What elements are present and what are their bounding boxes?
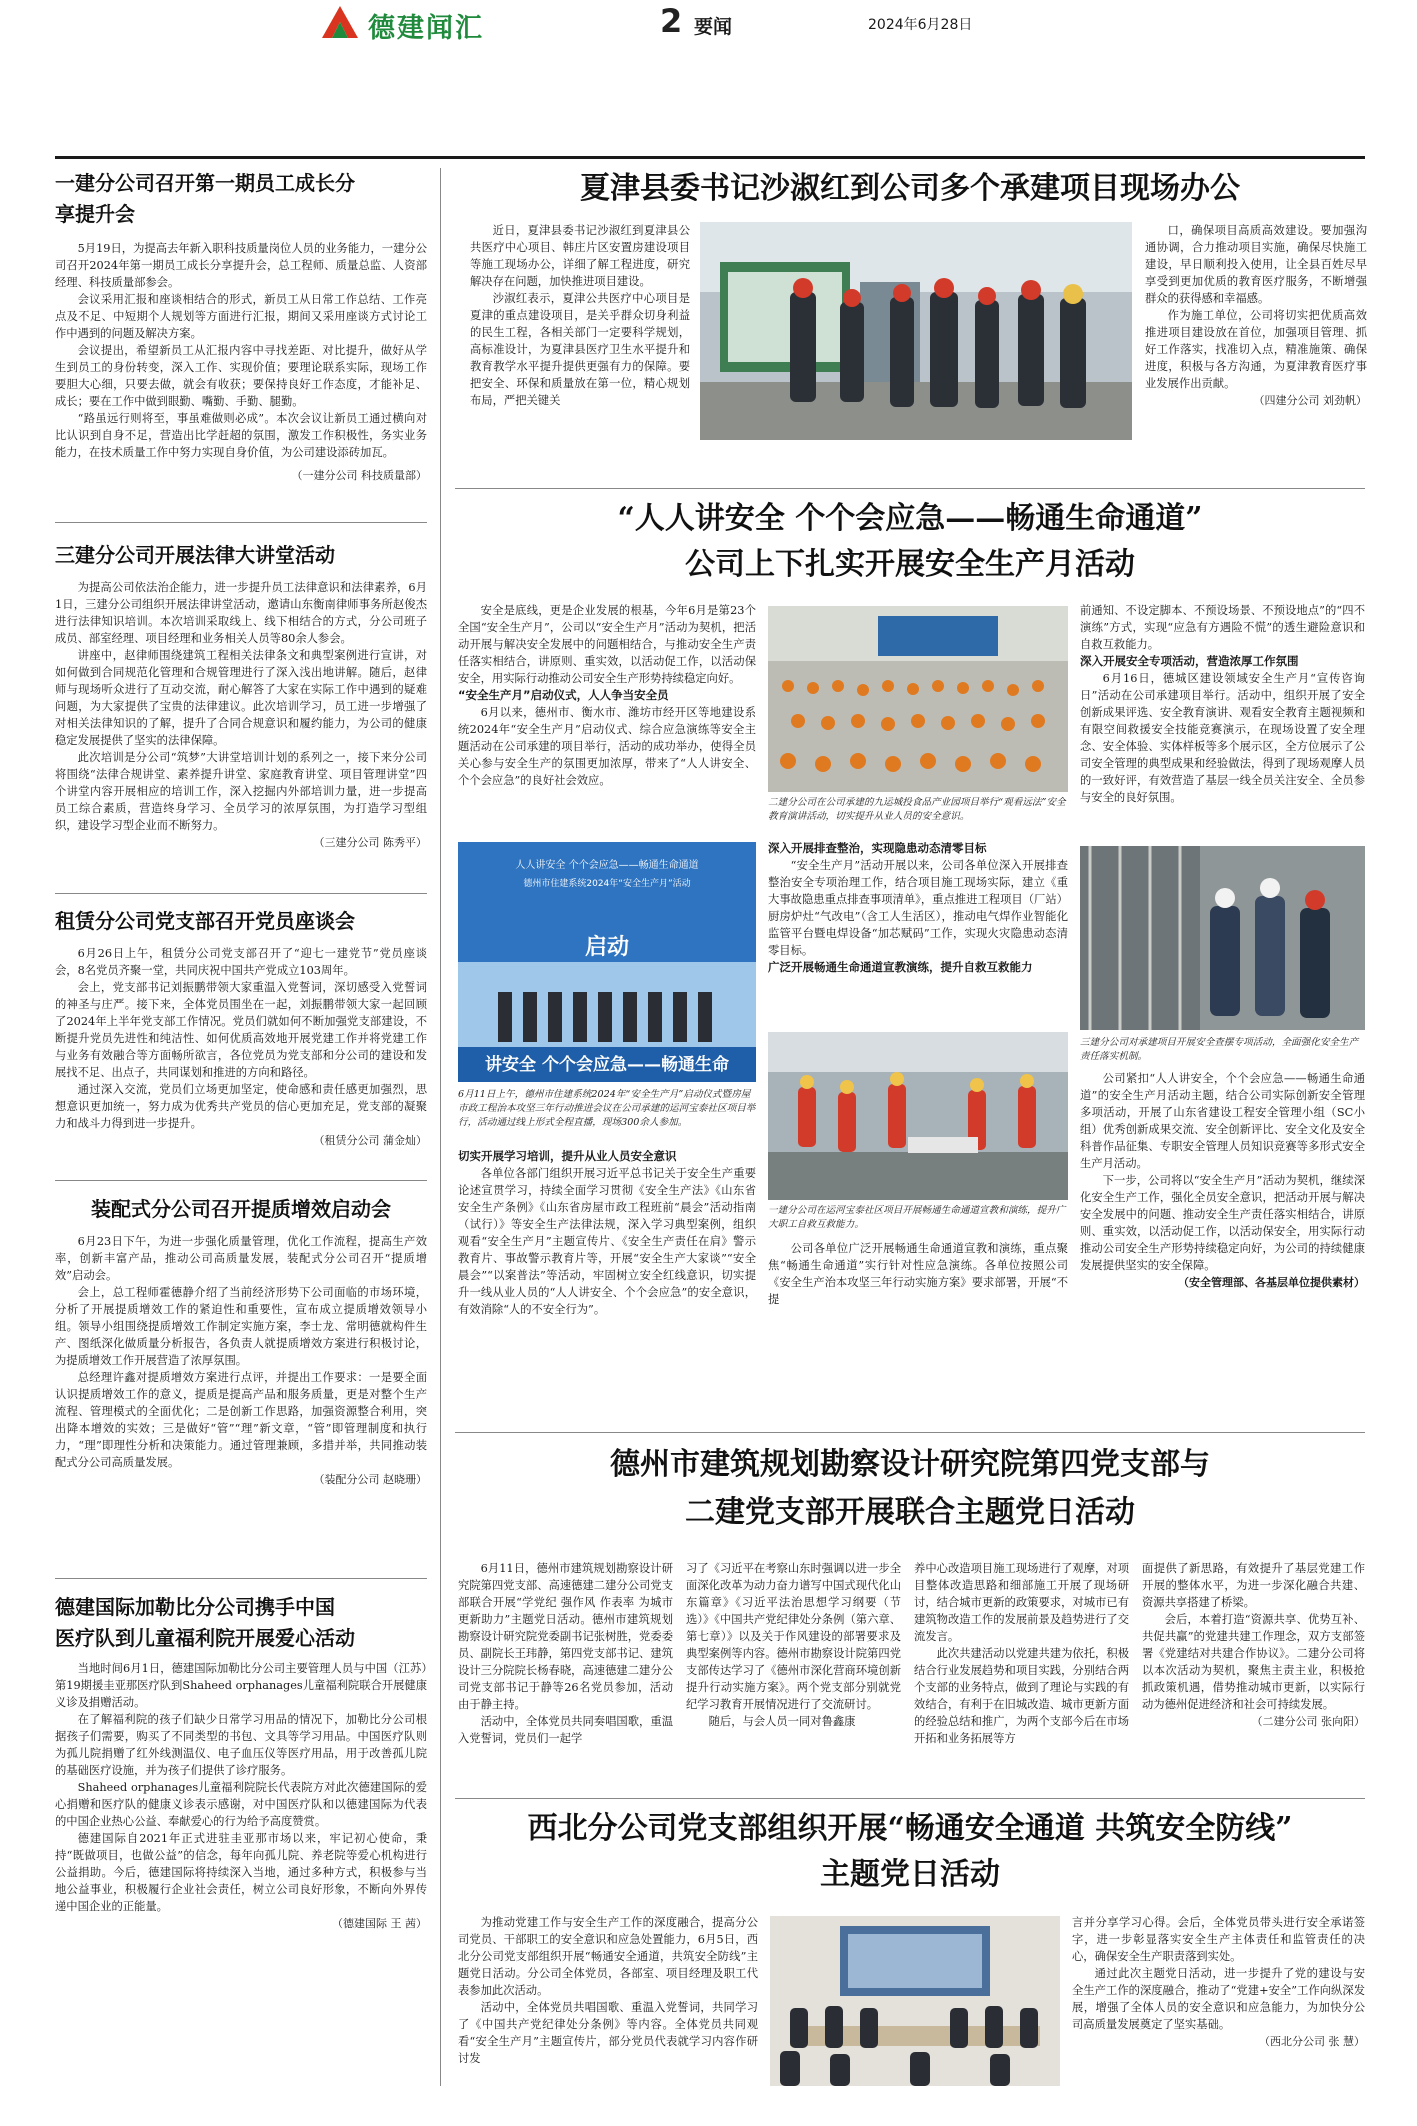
photo-caption: 6月11日上午，德州市住建系统2024年“安全生产月”启动仪式暨房屋市政工程治本攻坚三年行动推进会议在公司承建的运河宝泰社区项目举行，活动通过线上形式全程直播，现场300余人参加。 <box>458 1089 756 1128</box>
article-paragraph: 通过深入交流，党员们立场更加坚定，使命感和责任感更加强烈，思想意识更加统一，努力成为优秀共产党员的信心更加充足，党支部的凝聚力和战斗力得到进一步提升。 <box>55 1083 427 1130</box>
article-title: 德建国际加勒比分公司携手中国 <box>55 1595 335 1619</box>
training-crowd-photo-icon <box>768 606 1068 792</box>
masthead-rule <box>55 156 1365 159</box>
article-subhead: 广泛开展畅通生命通道宣教演练，提升自救互救能力 <box>768 960 1033 974</box>
article-title: 一建分公司召开第一期员工成长分享提升会 <box>55 171 355 226</box>
article-title: 三建分公司开展法律大讲堂活动 <box>55 543 335 567</box>
article-b-col3-top <box>1080 602 1365 806</box>
meeting-photo <box>770 1916 1060 2086</box>
article-paragraph: 会后，本着打造“资源共享、优势互补、共促共赢”的党建共建工作理念，双方支部签署《党建结对共建合作协议》。二建分公司将以本次活动为契机，聚焦主责主业，积极抢抓政策机遇，借势推动城市更新，以实际行动为德州促进经济和社会可持续发展。 <box>1142 1613 1365 1711</box>
article-b-col1-top <box>458 602 756 789</box>
article-c-title-2: 二建党支部开展联合主题党日活动 <box>685 1495 1135 1530</box>
article-paragraph: 活动中，全体党员共唱国歌、重温入党誓词，共同学习了《中国共产党纪律处分条例》等内容。全体党员共同观看“安全生产月”主题宣传片，部分党员代表就学习内容作研讨发 <box>458 2001 758 2065</box>
photo-caption: 三建分公司对承建项目开展安全查摆专项活动，全面强化安全生产责任落实机制。 <box>1080 1037 1359 1062</box>
article-byline: （二建分公司 张向阳） <box>1251 1715 1365 1728</box>
article-paragraph: 通过此次主题党日活动，进一步提升了党的建设与安全生产工作的深度融合，推动了“党建+安全”工作向纵深发展，增强了全体人员的安全意识和应急能力，为加快分公司高质量发展奠定了坚实基础。 <box>1072 1967 1365 2031</box>
site-visit-photo-icon <box>700 222 1132 440</box>
drill-photo <box>768 1032 1068 1200</box>
article-paragraph: 随后，与会人员一同对鲁鑫康 <box>708 1715 856 1728</box>
article-paragraph: 6月26日上午，租赁分公司党支部召开了“迎七一建党节”党员座谈会，8名党员齐聚一堂，共同庆祝中国共产党成立103周年。 <box>55 947 427 977</box>
article-paragraph: 作为施工单位，公司将切实把优质高效推进项目建设放在首位，加强项目管理、抓好工作落实，找准切入点，精准施策、确保进度，积极与各方沟通，为夏津教育医疗事业发展作出贡献。 <box>1145 309 1367 390</box>
banner-event: 德州市住建系统2024年“安全生产月”活动 <box>523 879 691 889</box>
article-title: 租赁分公司党支部召开党员座谈会 <box>55 909 355 933</box>
article-byline: （租赁分公司 蒲金灿） <box>313 1134 427 1147</box>
article-paragraph: 会议提出，希望新员工从汇报内容中寻找差距、对比提升，做好从学生到员工的身份转变，深入工作、实现价值；要理论联系实际，现场工作要胆大心细，只要去做，就会有收获；要保持良好工作态度，才能补足、成长；要在工作中做到眼勤、嘴勤、手勤、腿勤。 <box>55 344 427 408</box>
inspection-site-photo-icon <box>1080 846 1365 1030</box>
training-photo <box>768 606 1068 792</box>
article-d-col3 <box>1072 1914 1365 2049</box>
article-left-3 <box>55 906 427 1148</box>
article-paragraph: 养中心改造项目施工现场进行了观摩，对项目整体改造思路和细部施工开展了现场研讨，结合城市更新的政策要求，对城市已有建筑物改造工作的发展前景及趋势进行了交流发言。 <box>914 1562 1129 1643</box>
section-divider <box>55 522 427 523</box>
article-byline: （安全管理部、各基层单位提供素材） <box>1178 1276 1365 1289</box>
article-left-2 <box>55 540 427 850</box>
article-c-col4 <box>1142 1560 1365 1729</box>
article-d-title-1: 西北分公司党支部组织开展“畅通安全通道 共筑安全防线” <box>527 1811 1293 1846</box>
article-paragraph: 前通知、不设定脚本、不预设场景、不预设地点”的“四不演练”方式，实现“应急有方遇险不慌”的透生避险意识和自救互救能力。 <box>1080 604 1365 651</box>
article-paragraph: 6月23日下午，为进一步强化质量管理，优化工作流程，提高生产效率，创新丰富产品，推动公司高质量发展，装配式分公司召开“提质增效”启动会。 <box>55 1235 427 1282</box>
article-byline: （四建分公司 刘劲帆） <box>1253 394 1367 407</box>
page-number: 2 <box>660 2 683 40</box>
article-paragraph: 6月以来，德州市、衡水市、潍坊市经开区等地建设系统2024年“安全生产月”启动仪式、综合应急演练等安全主题活动在公司承建的项目举行，活动的成功举办，使得全员关心参与安全生产的氛围更加浓厚，带来了“人人讲安全、个个会应急”的良好社会效应。 <box>458 706 756 787</box>
article-byline: （西北分公司 张 慧） <box>1259 2035 1365 2048</box>
article-d-title-2: 主题党日活动 <box>820 1857 1000 1892</box>
article-paragraph: 下一步，公司将以“安全生产月”活动为契机，继续深化安全生产工作，强化全员安全意识，把活动开展与解决安全发展中的问题、推动安全生产责任落实相结合，讲原则、重实效，以活动促工作，以活动保安全，用实际行动推动公司安全生产形势持续稳定向好，为公司的持续健康发展提供坚实的安全保障。 <box>1080 1174 1365 1272</box>
article-paragraph: 会议采用汇报和座谈相结合的形式，新员工从日常工作总结、工作亮点及不足、中短期个人规划等方面进行汇报，期间又采用座谈方式讨论工作中遇到的问题及解决方案。 <box>55 293 427 340</box>
article-paragraph: 5月19日，为提高去年新入职科技质量岗位人员的业务能力，一建分公司召开2024年第一期员工成长分享提升会，总工程师、质量总监、人资部经理、科技质量部参会。 <box>55 242 427 289</box>
photo-caption: 二建分公司在公司承建的九运城投食品产业园项目举行“观看远法”安全教育演讲活动，切实提升从业人员的安全意识。 <box>768 797 1066 822</box>
article-left-5 <box>55 1592 427 1931</box>
banner-bottom-slogan: 讲安全 个个会应急——畅通生命 <box>485 1055 729 1075</box>
article-paragraph: 活动中，全体党员共同奏唱国歌，重温入党誓词，党员们一起学 <box>458 1715 673 1745</box>
article-paragraph: Shaheed orphanages儿童福利院院长代表院方对此次德建国际的爱心捐赠和医疗队的健康义诊表示感谢，对中国医疗队和以德建国际为代表的中国企业热心公益、奉献爱心的行为给予高度赞赏。 <box>55 1781 427 1828</box>
article-title: 装配式分公司召开提质增效启动会 <box>91 1197 391 1221</box>
photo-caption: 一建分公司在运河宝泰社区项目开展畅通生命通道宣教和演练，提升广大职工自救互救能力。 <box>768 1205 1066 1230</box>
article-d-col1 <box>458 1914 758 2067</box>
article-title: 医疗队到儿童福利院开展爱心活动 <box>55 1626 355 1650</box>
section-divider <box>55 1180 427 1181</box>
article-b-col3-bottom <box>1080 1070 1365 1290</box>
article-paragraph: 公司各单位广泛开展畅通生命通道宣教和演练，重点聚焦“畅通生命通道”实行针对性应急演练。各单位按照公司《安全生产治本攻坚三年行动实施方案》要求部署，开展“不提 <box>768 1242 1068 1306</box>
article-paragraph: 近日，夏津县委书记沙淑红到夏津县公共医疗中心项目、韩庄片区安置房建设项目等施工现场办公，详细了解工程进度，研究解决存在问题，加快推进项目建设。 <box>470 224 690 288</box>
article-paragraph: 安全是底线，更是企业发展的根基，今年6月是第23个全国“安全生产月”，公司以“安全生产月”活动为契机，把活动开展与解决安全发展中的问题相结合，与推动安全生产责任落实相结合，讲原则、重实效，以活动促工作，以活动保安全，用实际行动推动公司安全生产形势持续稳定向好。 <box>458 604 756 685</box>
brand-name: 德建闻汇 <box>368 13 484 44</box>
article-c-col3 <box>914 1560 1129 1747</box>
section-divider <box>455 1432 1365 1433</box>
article-paragraph: 6月11日，德州市建筑规划勘察设计研究院第四党支部、高速德建二建分公司党支部联合开展“学党纪 强作风 作表率 为城市更新助力”主题党日活动。德州市建筑规划勘察设计研究院党委副书记张树胜，党委委员、副院长王玮静，第四党支部书记、建筑设计三分院院长杨春晓，高速德建二建分公司党支部书记于静等26名党员参加，活动由于静主持。 <box>458 1562 673 1711</box>
article-byline: （三建分公司 陈秀平） <box>313 836 427 849</box>
section-divider <box>455 1798 1365 1799</box>
article-paragraph: 此次共建活动以党建共建为依托，积极结合行业发展趋势和项目实践，分别结合两个支部的业务特点，做到了理论与实践的有效结合，有利于在旧城改造、城市更新方面的经验总结和推广，为两个支部今后在市场开拓和业务拓展等方 <box>914 1647 1129 1745</box>
launch-ceremony-photo <box>458 842 756 1082</box>
inspection-photo <box>1080 846 1365 1030</box>
section-name: 要闻 <box>694 16 733 38</box>
meeting-room-photo-icon <box>770 1916 1060 2086</box>
article-paragraph: 面提供了新思路，有效提升了基层党建工作开展的整体水平，为进一步深化融合共建、资源共享搭建了桥梁。 <box>1142 1562 1365 1609</box>
rescue-drill-photo-icon <box>768 1032 1068 1200</box>
section-divider <box>455 488 1365 489</box>
article-b-title-1: “人人讲安全 个个会应急——畅通生命通道” <box>617 501 1203 536</box>
article-paragraph: 各单位各部门组织开展习近平总书记关于安全生产重要论述宣贯学习，持续全面学习贯彻《安全生产法》《山东省安全生产条例》《山东省房屋市政工程班前“晨会”活动指南（试行）》等安全生产法律法规，深入学习典型案例，组织观看“安全生产月”主题宣传片、《安全生产责任在肩》警示教育片、事故警示教育片等，开展“安全生产大家谈”“安全晨会”“以案普法”等活动，牢固树立安全红线意识，切实提升一线从业人员的“人人讲安全、个个会应急”的安全意识，有效消除“人的不安全行为”。 <box>458 1167 756 1316</box>
article-paragraph: 沙淑红表示，夏津公共医疗中心项目是夏津的重点建设项目，是关乎群众切身利益的民生工程，各相关部门一定要科学规划，高标准设计，为夏津县医疗卫生水平提升和教育教学水平提升提供更强有力的保障。要把安全、环保和质量放在第一位，精心规划布局，严把关键关 <box>470 292 690 407</box>
article-left-1 <box>55 168 427 483</box>
article-paragraph: “安全生产月”活动开展以来，公司各单位深入开展排查整治安全专项治理工作，结合项目施工现场实际，建立《重大事故隐患重点排查事项清单》，重点推进工程项目（厂站）厨房炉灶“气改电”（含工人生活区），推动电气焊作业智能化监管平台暨电焊设备“加芯赋码”工作，实现火灾隐患动态清零目标。 <box>768 859 1068 957</box>
article-byline: （一建分公司 科技质量部） <box>291 469 427 482</box>
article-left-4 <box>55 1194 427 1487</box>
section-divider <box>55 1578 427 1579</box>
article-paragraph: 此次培训是分公司“筑梦”大讲堂培训计划的系列之一，接下来分公司将围绕“法律合规讲堂、素养提升讲堂、家庭教育讲堂、项目管理讲堂”四个讲堂内容开展相应的培训工作，深入挖掘内外部培训力量，进一步提高员工综合素质，营造终身学习、全员学习的浓厚氛围，为打造学习型组织，建设学习型企业而不断努力。 <box>55 751 427 832</box>
article-c-col1 <box>458 1560 673 1747</box>
article-a-photo <box>700 222 1132 440</box>
article-subhead: “安全生产月”启动仪式，人人争当安全员 <box>458 688 669 702</box>
article-a-col1 <box>470 222 690 409</box>
section-divider <box>55 893 427 894</box>
article-subhead: 深入开展排查整治，实现隐患动态清零目标 <box>768 841 987 855</box>
article-paragraph: 6月16日，德城区建设领域安全生产月“宣传咨询日”活动在公司承建项目举行。活动中，组织开展了安全创新成果评选、安全教育演讲、观看安全教育主题视频和有限空间救援安全技能竞赛演示，在现场设置了安全理念、安全体验、实体样板等多个展示区，全方位展示了公司安全管理的典型成果和经验做法，得到了现场观摩人员的一致好评，有效营造了基层一线全员关注安全、全员参与安全的良好氛围。 <box>1080 672 1365 804</box>
article-a-title: 夏津县委书记沙淑红到公司多个承建项目现场办公 <box>580 171 1240 206</box>
company-logo-icon <box>320 4 360 40</box>
banner-launch-word: 启动 <box>584 935 629 960</box>
column-divider <box>440 168 441 2086</box>
article-paragraph: 为提高公司依法治企能力，进一步提升员工法律意识和法律素养，6月1日，三建分公司组织开展法律讲堂活动，邀请山东衡南律师事务所赵俊杰进行法律知识培训。本次培训采取线上、线下相结合的方式，分公司班子成员、部室经理、项目经理和业务相关人员等80余人参会。 <box>55 581 427 645</box>
article-paragraph: 当地时间6月1日，德建国际加勒比分公司主要管理人员与中国（江苏）第19期援圭亚那医疗队到Shaheed orphanages儿童福利院联合开展健康义诊及捐赠活动。 <box>55 1662 427 1709</box>
article-paragraph: 为推动党建工作与安全生产工作的深度融合，提高分公司党员、干部职工的安全意识和应急处置能力，6月5日，西北分公司党支部组织开展“畅通安全通道，共筑安全防线”主题党日活动。分公司全体党员，各部室、项目经理及职工代表参加此次活动。 <box>458 1916 758 1997</box>
article-paragraph: 会上，党支部书记刘振鹏带领大家重温入党誓词，深切感受入党誓词的神圣与庄严。接下来，全体党员围坐在一起，刘振鹏带领大家一起回顾了2024年上半年党支部工作情况。党员们就如何不断加强党支部建设，不断提升党员先进性和纯洁性、如何优质高效地开展党建工作并将党建工作与业务有效融合等方面畅所欲言，各位党员为党支部和分公司的建设和发展找不足、出点子，共同谋划和推进的方向和路径。 <box>55 981 427 1079</box>
article-b-col2-top <box>768 840 1068 976</box>
article-paragraph: 口，确保项目高质高效建设。要加强沟通协调，合力推动项目实施，确保尽快施工建设，早日顺利投入使用，让全县百姓尽早享受到更加优质的教育医疗服务，不断增强群众的获得感和幸福感。 <box>1145 224 1367 305</box>
article-paragraph: 在了解福利院的孩子们缺少日常学习用品的情况下，加勒比分公司根据孩子们需要，购买了不同类型的书包、文具等学习用品。中国医疗队则为孤儿院捐赠了红外线测温仪、电子血压仪等医疗用品，用于改善孤儿院的基础医疗设施，并为孩子们提供了诊疗服务。 <box>55 1713 427 1777</box>
article-paragraph: 德建国际自2021年正式进驻圭亚那市场以来，牢记初心使命，秉持“既做项目，也做公益”的信念，每年向孤儿院、养老院等爱心机构进行公益捐助。今后，德建国际将持续深入当地，通过多种方式，积极参与当地公益事业，积极履行企业社会责任，树立公司良好形象，不断向外界传递中国企业的正能量。 <box>55 1832 427 1913</box>
article-paragraph: 会上，总工程师霍德静介绍了当前经济形势下公司面临的市场环境，分析了开展提质增效工作的紧迫性和重要性，宣布成立提质增效领导小组。领导小组围绕提质增效工作制定实施方案，李士龙、常明德就构件生产、图纸深化做质量分析报告，各负责人就提质增效方案进行积极讨论，为提质增效工作开展营造了浓厚氛围。 <box>55 1286 427 1367</box>
article-paragraph: 言并分享学习心得。会后，全体党员带头进行安全承诺签字，进一步彰显落实安全生产主体责任和监管责任的决心，确保安全生产职责落到实处。 <box>1072 1916 1365 1963</box>
article-a-col3 <box>1145 222 1367 408</box>
article-byline: （德建国际 王 茜） <box>332 1917 427 1930</box>
masthead <box>0 0 1310 50</box>
article-c-col2 <box>686 1560 901 1730</box>
issue-date: 2024年6月28日 <box>868 17 973 33</box>
article-b-col1-bottom <box>458 1148 756 1318</box>
article-paragraph: 习了《习近平在考察山东时强调以进一步全面深化改革为动力奋力谱写中国式现代化山东篇章》《习近平法治思想学习纲要（节选）》《中国共产党纪律处分条例（第六章、第七章）》以及关于作风建设的部署要求及典型案例等内容。德州市勘察设计院第四党支部传达学习了《德州市深化营商环境创新提升行动实施方案》。两个党支部分别就党纪学习教育开展情况进行了交流研讨。 <box>686 1562 901 1711</box>
article-paragraph: 公司紧扣“人人讲安全，个个会应急——畅通生命通道”的安全生产月活动主题，结合公司实际创新安全管理多项活动，开展了山东省建设工程安全管理小组（SC小组）优秀创新成果交流、安全创新评比、安全文化及安全科普作品征集、专职安全管理人员知识竞赛等多形式安全生产月活动。 <box>1080 1072 1365 1170</box>
article-c-title-1: 德州市建筑规划勘察设计研究院第四党支部与 <box>610 1447 1210 1482</box>
article-subhead: 深入开展安全专项活动，营造浓厚工作氛围 <box>1080 654 1299 668</box>
article-paragraph: 讲座中，赵律师围绕建筑工程相关法律条文和典型案例进行宣讲，对如何做到合同规范化管理和合规管理进行了深入浅出地讲解。随后，赵律师与现场听众进行了互动交流，耐心解答了大家在实际工作中遇到的疑难问题，为大家提供了宝贵的法律建议。此次培训学习，员工进一步增强了对相关法律知识的了解，提升了合同合规意识和履约能力，为公司的健康稳定发展提供了坚实的法律保障。 <box>55 649 427 747</box>
article-paragraph: “路虽远行则将至，事虽难做则必成”。本次会议让新员工通过横向对比认识到自身不足，营造出比学赶超的氛围，激发工作积极性，务实业务能力，在技术质量工作中努力实现自身价值，为公司建设添砖加瓦。 <box>55 412 427 459</box>
banner-slogan: 人人讲安全 个个会应急——畅通生命通道 <box>515 860 699 871</box>
article-subhead: 切实开展学习培训，提升从业人员安全意识 <box>458 1149 677 1163</box>
article-b-col2-bottom <box>768 1240 1068 1308</box>
article-paragraph: 总经理许鑫对提质增效方案进行点评，并提出工作要求：一是要全面认识提质增效工作的意义，提质是提高产品和服务质量，更是对整个生产流程、管理模式的全面优化；二是创新工作思路，加强资源整合利用，突出降本增效的实效；三是做好“管”“理”新文章，“管”即管理制度和执行力，“理”即理性分析和决策能力。通过管理兼顾，多措并举，共同推动装配式分公司高质量发展。 <box>55 1371 427 1469</box>
article-byline: （装配分公司 赵晓珊） <box>313 1473 427 1486</box>
article-b-title-2: 公司上下扎实开展安全生产月活动 <box>685 547 1135 582</box>
